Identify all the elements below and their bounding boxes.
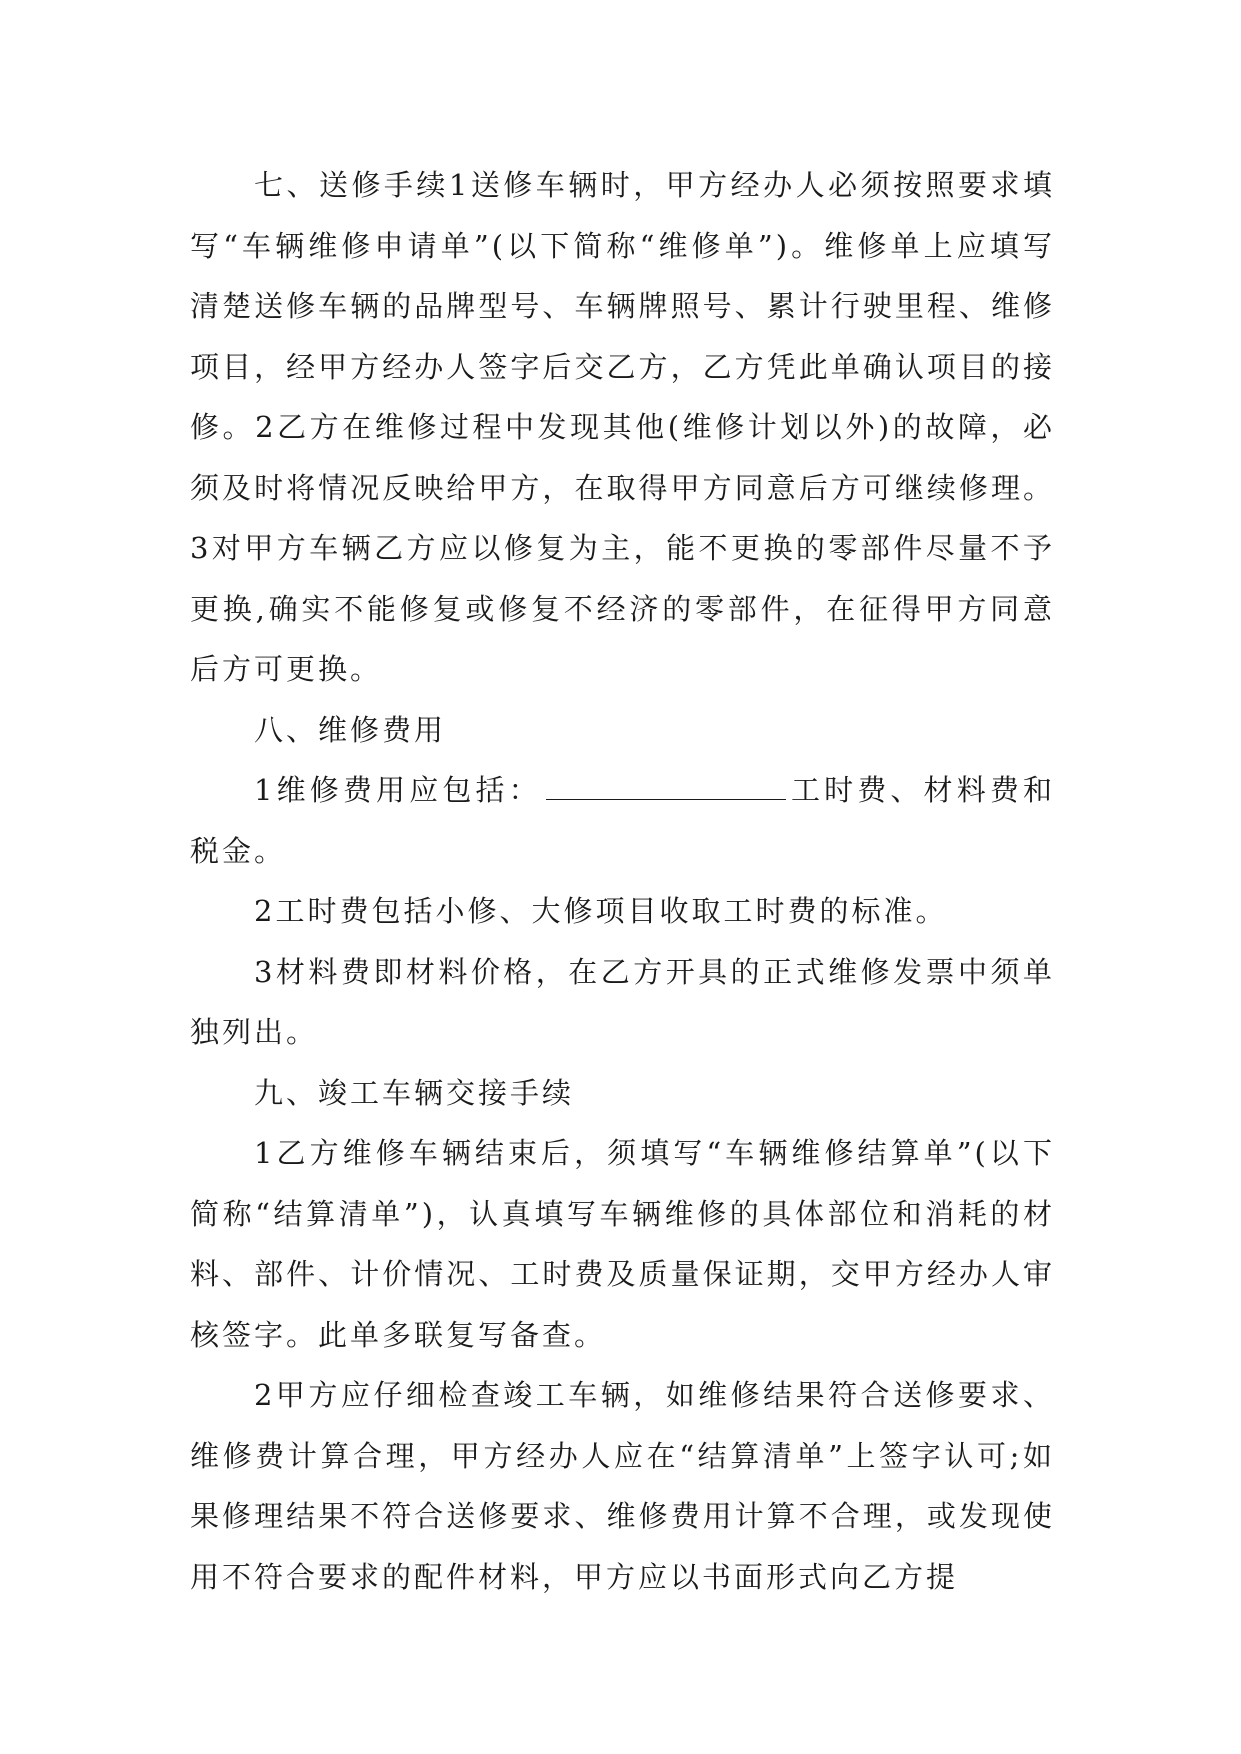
section-8-item-2: 2工时费包括小修、大修项目收取工时费的标准。	[254, 894, 948, 928]
document-page	[190, 155, 1055, 1607]
section-9-heading: 九、竣工车辆交接手续	[254, 1075, 575, 1110]
section-8-item-3: 3材料费即材料价格，在乙方开具的正式维修发票中须单独列出。	[190, 954, 1055, 1049]
section-8-item-1-prefix: 1维修费用应包括：	[254, 773, 542, 807]
section-8-item-1-suffix: 工时费、材料费和税金。	[190, 773, 1055, 868]
section-7-paragraph: 七、送修手续1送修车辆时，甲方经办人必须按照要求填写“车辆维修申请单”(以下简称“维修单”)。维修单上应填写清楚送修车辆的品牌型号、车辆牌照号、累计行驶里程、维修项目，经甲方经办人签字后交乙方，乙方凭此单确认项目的接修。2乙方在维修过程中发现其他(维修计划以外)的故障，必须及时将情况反映给甲方，在取得甲方同意后方可继续修理。3对甲方车辆乙方应以修复为主，能不更换的零部件尽量不予更换,确实不能修复或修复不经济的零部件，在征得甲方同意后方可更换。	[190, 168, 1055, 686]
section-9-item-2: 2甲方应仔细检查竣工车辆，如维修结果符合送修要求、维修费计算合理，甲方经办人应在“结算清单”上签字认可;如果修理结果不符合送修要求、维修费用计算不合理，或发现使用不符合要求的配件材料，甲方应以书面形式向乙方提	[190, 1378, 1055, 1594]
fill-in-blank[interactable]	[546, 771, 786, 800]
section-8-heading: 八、维修费用	[254, 712, 447, 747]
section-9-item-1: 1乙方维修车辆结束后，须填写“车辆维修结算单”(以下简称“结算清单”)，认真填写车辆维修的具体部位和消耗的材料、部件、计价情况、工时费及质量保证期，交甲方经办人审核签字。此单多联复写备查。	[190, 1136, 1055, 1352]
section-8-item-1	[190, 760, 1055, 881]
